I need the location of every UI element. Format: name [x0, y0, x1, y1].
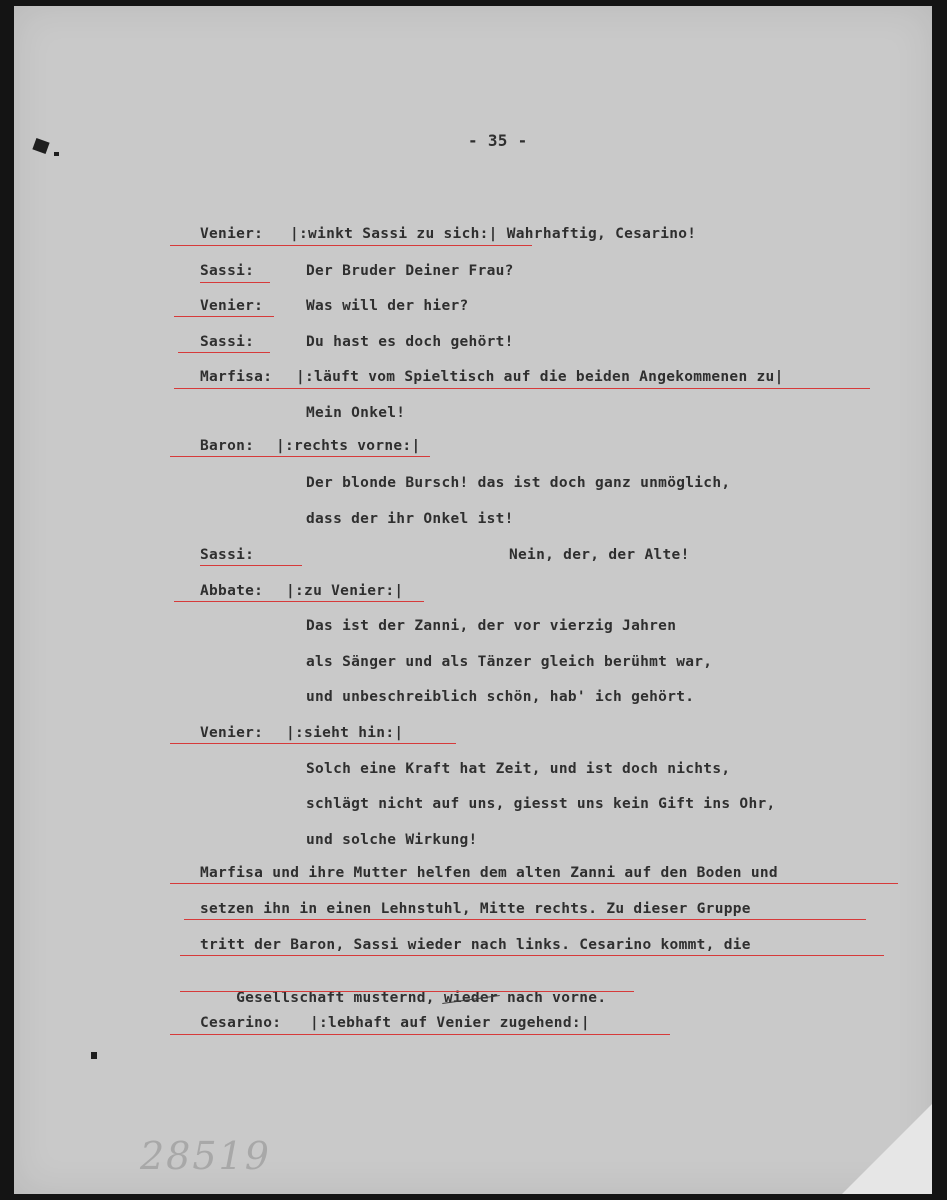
speaker: Venier: [200, 298, 264, 314]
dialogue-text: |:lebhaft auf Venier zugehend:| [310, 1015, 590, 1031]
red-underline [174, 388, 870, 389]
struck-word: wieder [443, 990, 498, 1006]
speaker: Sassi: [200, 547, 255, 563]
red-underline [180, 955, 884, 956]
dialogue-text: und solche Wirkung! [306, 832, 478, 848]
stage-direction-text: Gesellschaft musternd, [236, 990, 435, 1006]
stage-direction-line: setzen ihn in einen Lehnstuhl, Mitte rechts. Zu dieser Gruppe [200, 901, 751, 917]
dialogue-text: und unbeschreiblich schön, hab' ich gehört. [306, 689, 695, 705]
speaker: Venier: [200, 725, 264, 741]
speaker: Cesarino: [200, 1015, 282, 1031]
dialogue-text: Du hast es doch gehört! [306, 334, 514, 350]
stage-direction-text: nach vorne. [507, 990, 607, 1006]
red-underline [170, 245, 532, 246]
dialogue-text: Das ist der Zanni, der vor vierzig Jahren [306, 618, 677, 634]
punch-mark [32, 138, 49, 154]
stage-direction-line: tritt der Baron, Sassi wieder nach links. Cesarino kommt, die [200, 937, 751, 953]
red-underline [174, 601, 424, 602]
dialogue-text: |:läuft vom Spieltisch auf die beiden Angekommenen zu| [296, 369, 784, 385]
dialogue-text: |:zu Venier:| [286, 583, 404, 599]
red-underline [170, 883, 898, 884]
red-underline [178, 352, 270, 353]
punch-mark [54, 152, 59, 156]
speaker: Sassi: [200, 263, 255, 279]
dialogue-text: Solch eine Kraft hat Zeit, und ist doch nichts, [306, 761, 731, 777]
dialogue-text: |:rechts vorne:| [276, 438, 421, 454]
dialogue-text: Der blonde Bursch! das ist doch ganz unmöglich, [306, 475, 731, 491]
dialogue-text: Was will der hier? [306, 298, 469, 314]
dialogue-text: Mein Onkel! [306, 405, 406, 421]
dialogue-text: dass der ihr Onkel ist! [306, 511, 514, 527]
dialogue-text: Der Bruder Deiner Frau? [306, 263, 514, 279]
red-underline [174, 316, 274, 317]
red-underline [184, 919, 866, 920]
archive-number: 28519 [140, 1134, 271, 1178]
punch-mark [91, 1052, 97, 1059]
red-underline [170, 456, 430, 457]
dialogue-text: |:sieht hin:| [286, 725, 404, 741]
speaker: Marfisa: [200, 369, 273, 385]
dialogue-text: Nein, der, der Alte! [509, 547, 690, 563]
stage-direction-line: Marfisa und ihre Mutter helfen dem alten Zanni auf den Boden und [200, 865, 778, 881]
dialogue-text: |:winkt Sassi zu sich:| Wahrhaftig, Cesarino! [290, 226, 697, 242]
red-underline [180, 991, 634, 992]
dialogue-text: als Sänger und als Tänzer gleich berühmt war, [306, 654, 713, 670]
speaker: Abbate: [200, 583, 264, 599]
red-underline [200, 565, 302, 566]
page-number: - 35 - [468, 131, 528, 150]
red-underline [170, 743, 456, 744]
red-underline [200, 282, 270, 283]
page-corner [842, 1104, 932, 1194]
dialogue-text: schlägt nicht auf uns, giesst uns kein Gift ins Ohr, [306, 796, 776, 812]
speaker: Sassi: [200, 334, 255, 350]
document-page [14, 6, 932, 1194]
red-underline [170, 1034, 670, 1035]
speaker: Venier: [200, 226, 264, 242]
speaker: Baron: [200, 438, 255, 454]
